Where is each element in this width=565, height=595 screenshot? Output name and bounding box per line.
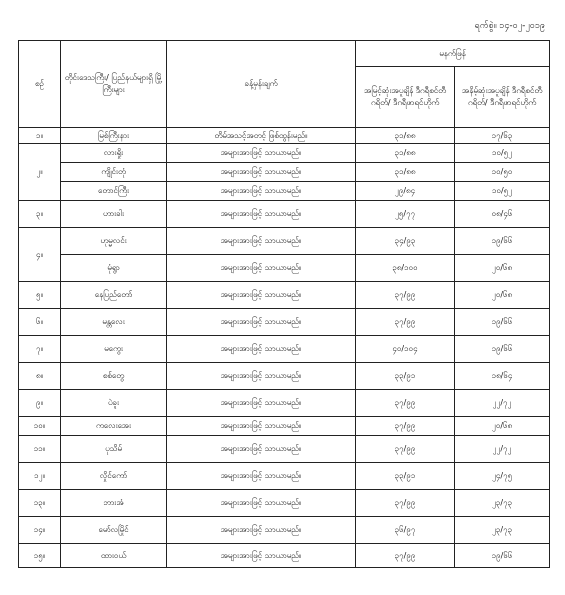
min-temp-cell: ၁၉/၆၆: [455, 336, 550, 363]
forecast-cell: အများအားဖြင့် သာယာမည်။: [167, 182, 356, 201]
min-temp-cell: ၁၀/၅၀: [455, 163, 550, 182]
min-temp-cell: ၂၃/၇၃: [455, 517, 550, 544]
table-row: [19, 144, 550, 163]
serial-cell: ၁၃။: [19, 490, 61, 517]
serial-cell: ၁၂။: [19, 463, 61, 490]
max-temp-cell: ၃၈/၁၀၀: [356, 255, 455, 282]
serial-cell: ၁၁။: [19, 436, 61, 463]
min-temp-cell: ၁၉/၆၆: [455, 544, 550, 568]
forecast-cell: အများအားဖြင့် သာယာမည်။: [167, 544, 356, 568]
max-temp-cell: ၃၇/၉၉: [356, 282, 455, 309]
header-forecast: ခန့်မှန်းချက်: [167, 41, 356, 128]
city-cell: မြစ်ကြီးနား: [61, 128, 167, 144]
city-cell: ဘားအံ: [61, 490, 167, 517]
table-row: [19, 336, 550, 363]
serial-cell: ၇။: [19, 336, 61, 363]
city-cell: မန္တလေး: [61, 309, 167, 336]
header-region-cities: တိုင်းဒေသကြီး/ ပြည်နယ်များရှိ မြို့ကြီးများ: [61, 41, 167, 128]
serial-cell: ၁၀။: [19, 417, 61, 436]
max-temp-cell: ၃၇/၉၉: [356, 390, 455, 417]
city-cell: လားရှိုး: [61, 144, 167, 163]
min-temp-cell: ၂၄/၇၅: [455, 463, 550, 490]
table-row: [19, 201, 550, 228]
max-temp-cell: ၃၃/၉၁: [356, 463, 455, 490]
report-date: ရက်စွဲ။ ၁၄-၀၂-၂၀၁၉: [474, 21, 545, 31]
min-temp-cell: ၀၈/၄၆: [455, 201, 550, 228]
max-temp-cell: ၃၁/၈၈: [356, 163, 455, 182]
max-temp-cell: ၃၄/၉၃: [356, 228, 455, 255]
serial-cell: ၃။: [19, 201, 61, 228]
min-temp-cell: ၁၀/၅၂: [455, 182, 550, 201]
table-row: [19, 390, 550, 417]
max-temp-cell: ၃၇/၉၉: [356, 309, 455, 336]
city-cell: ဟုမ္မလင်း: [61, 228, 167, 255]
city-cell: ကလေးအေး: [61, 417, 167, 436]
city-cell: ဟားခါး: [61, 201, 167, 228]
city-cell: မုံရွာ: [61, 255, 167, 282]
max-temp-cell: ၃၇/၉၉: [356, 417, 455, 436]
table-row: [19, 363, 550, 390]
max-temp-cell: ၃၇/၉၉: [356, 436, 455, 463]
max-temp-cell: ၂၉/၈၄: [356, 182, 455, 201]
max-temp-cell: ၃၇/၉၉: [356, 490, 455, 517]
min-temp-cell: ၁၉/၆၆: [455, 309, 550, 336]
serial-cell: ၁၄။: [19, 517, 61, 544]
min-temp-cell: ၂၃/၇၃: [455, 490, 550, 517]
serial-cell: ၂။: [19, 144, 61, 201]
city-cell: နေပြည်တော်: [61, 282, 167, 309]
table-row: [19, 544, 550, 568]
serial-cell: ၄။: [19, 228, 61, 282]
serial-cell: ၈။: [19, 363, 61, 390]
max-temp-cell: ၃၁/၈၈: [356, 144, 455, 163]
city-cell: လှိုင်ကော်: [61, 463, 167, 490]
forecast-cell: အများအားဖြင့် သာယာမည်။: [167, 436, 356, 463]
forecast-cell: အများအားဖြင့် သာယာမည်။: [167, 363, 356, 390]
table-row: [19, 282, 550, 309]
max-temp-cell: ၃၃/၉၁: [356, 363, 455, 390]
table-row: [19, 417, 550, 436]
forecast-cell: အများအားဖြင့် သာယာမည်။: [167, 463, 356, 490]
table-row: [19, 517, 550, 544]
header-tomorrow: မနက်ဖြန်: [356, 41, 550, 67]
max-temp-cell: ၂၅/၇၇: [356, 201, 455, 228]
min-temp-cell: ၂၀/၆၈: [455, 255, 550, 282]
serial-cell: ၆။: [19, 309, 61, 336]
forecast-cell: အများအားဖြင့် သာယာမည်။: [167, 390, 356, 417]
max-temp-cell: ၃၁/၈၈: [356, 128, 455, 144]
table-row: [19, 463, 550, 490]
min-temp-cell: ၂၀/၆၈: [455, 417, 550, 436]
max-temp-cell: ၄၀/၁၀၄: [356, 336, 455, 363]
serial-cell: ၉။: [19, 390, 61, 417]
serial-cell: ၁။: [19, 128, 61, 144]
forecast-cell: အများအားဖြင့် သာယာမည်။: [167, 144, 356, 163]
min-temp-cell: ၁၉/၆၆: [455, 228, 550, 255]
table-row: [19, 128, 550, 144]
forecast-cell: အများအားဖြင့် သာယာမည်။: [167, 417, 356, 436]
city-cell: ကျိုင်းတုံ: [61, 163, 167, 182]
city-cell: စစ်တွေ: [61, 363, 167, 390]
max-temp-cell: ၃၆/၉၇: [356, 517, 455, 544]
forecast-cell: အများအားဖြင့် သာယာမည်။: [167, 201, 356, 228]
min-temp-cell: ၂၂/၇၂: [455, 390, 550, 417]
header-max-temp: အမြင့်ဆုံးအပူချိန် ဒီဂရီစင်တီဂရိတ်/ ဒီဂရီဖာရင်ဟိုက်: [356, 67, 455, 128]
city-cell: ပုသိမ်: [61, 436, 167, 463]
table-row: [19, 228, 550, 255]
forecast-cell: အများအားဖြင့် သာယာမည်။: [167, 282, 356, 309]
table-row: [19, 309, 550, 336]
city-cell: မော်လမြိုင်: [61, 517, 167, 544]
city-cell: ထားဝယ်: [61, 544, 167, 568]
city-cell: တောင်ကြီး: [61, 182, 167, 201]
forecast-cell: အများအားဖြင့် သာယာမည်။: [167, 336, 356, 363]
min-temp-cell: ၂၂/၇၂: [455, 436, 550, 463]
table-row: [19, 182, 550, 201]
forecast-cell: အများအားဖြင့် သာယာမည်။: [167, 228, 356, 255]
table-row: [19, 490, 550, 517]
table-row: [19, 255, 550, 282]
table-row: [19, 163, 550, 182]
city-cell: မကွေး: [61, 336, 167, 363]
min-temp-cell: ၁၈/၆၄: [455, 363, 550, 390]
forecast-cell: အများအားဖြင့် သာယာမည်။: [167, 517, 356, 544]
forecast-cell: အများအားဖြင့် သာယာမည်။: [167, 255, 356, 282]
min-temp-cell: ၁၇/၆၃: [455, 128, 550, 144]
forecast-cell: အများအားဖြင့် သာယာမည်။: [167, 490, 356, 517]
table-row: [19, 436, 550, 463]
max-temp-cell: ၃၇/၉၉: [356, 544, 455, 568]
forecast-cell: အများအားဖြင့် သာယာမည်။: [167, 163, 356, 182]
forecast-cell: တိမ်အသင့်အတင့် ဖြစ်ထွန်းမည်။: [167, 128, 356, 144]
header-min-temp: အနိမ့်ဆုံးအပူချိန် ဒီဂရီစင်တီဂရိတ်/ ဒီဂရီဖာရင်ဟိုက်: [455, 67, 550, 128]
serial-cell: ၁၅။: [19, 544, 61, 568]
forecast-cell: အများအားဖြင့် သာယာမည်။: [167, 309, 356, 336]
min-temp-cell: ၂၀/၆၈: [455, 282, 550, 309]
serial-cell: ၅။: [19, 282, 61, 309]
weather-forecast-table: [18, 40, 550, 568]
city-cell: ပဲခူး: [61, 390, 167, 417]
forecast-rows: [19, 128, 550, 568]
header-serial: စဉ်: [19, 41, 61, 128]
min-temp-cell: ၁၀/၅၂: [455, 144, 550, 163]
